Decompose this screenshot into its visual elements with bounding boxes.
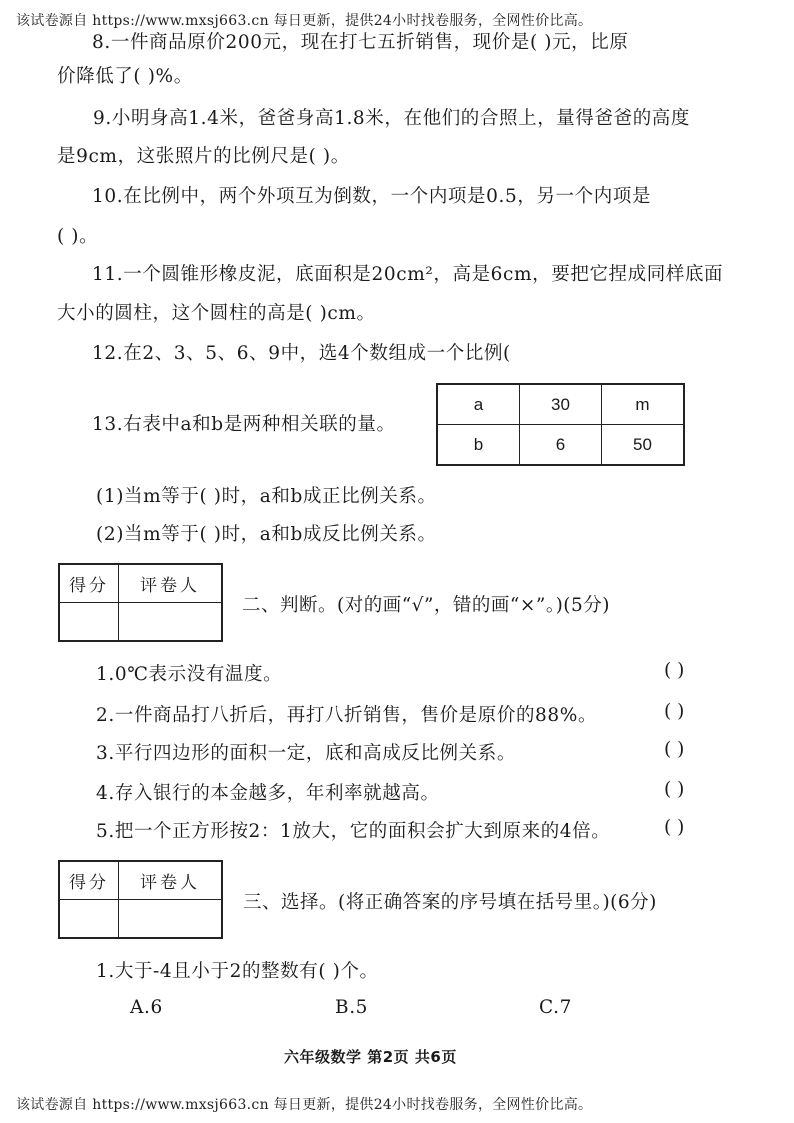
question-12: 12.在2、3、5、6、9中，选4个数组成一个比例( [92, 343, 511, 364]
question-9-line1: 9.小明身高1.4米，爸爸身高1.8米，在他们的合照上，量得爸爸的高度 [93, 108, 690, 129]
grader-field[interactable] [119, 900, 223, 939]
watermark-bottom: 该试卷源自 https://www.mxsj663.cn 每日更新，提供24小时找卷服务，全网性价比高。 [16, 1097, 593, 1113]
question-13-part2: (2)当m等于( )时，a和b成反比例关系。 [96, 524, 437, 545]
question-10-line1: 10.在比例中，两个外项互为倒数，一个内项是0.5，另一个内项是 [92, 186, 652, 207]
choice-question-1: 1.大于-4且小于2的整数有( )个。 [96, 961, 379, 982]
grader-label: 评卷人 [119, 861, 223, 900]
table-cell: a [437, 384, 520, 425]
score-field[interactable] [59, 603, 119, 642]
question-8-line2: 价降低了( )%。 [57, 66, 193, 87]
question-13: 13.右表中a和b是两种相关联的量。 [92, 414, 396, 435]
question-9-line2: 是9cm，这张照片的比例尺是( )。 [57, 146, 350, 167]
answer-paren[interactable]: ( ) [664, 739, 685, 760]
question-13-part1: (1)当m等于( )时，a和b成正比例关系。 [96, 486, 437, 507]
judgement-1: 1.0℃表示没有温度。 [96, 664, 283, 685]
score-field[interactable] [59, 900, 119, 939]
question-10-line2: ( )。 [57, 226, 99, 247]
table-cell: b [437, 425, 520, 466]
score-box [58, 563, 223, 642]
table-cell: m [602, 384, 685, 425]
question-11-line2: 大小的圆柱，这个圆柱的高是( )cm。 [57, 303, 376, 324]
page-footer: 六年级数学 第2页 共6页 [284, 1048, 457, 1066]
answer-paren[interactable]: ( ) [664, 701, 685, 722]
option-a[interactable]: A.6 [130, 997, 163, 1018]
score-label: 得分 [59, 564, 119, 603]
grader-label: 评卷人 [119, 564, 223, 603]
judgement-2: 2.一件商品打八折后，再打八折销售，售价是原价的88%。 [96, 705, 598, 726]
score-label: 得分 [59, 861, 119, 900]
answer-paren[interactable]: ( ) [664, 779, 685, 800]
table-cell: 50 [602, 425, 685, 466]
grader-field[interactable] [119, 603, 223, 642]
answer-paren[interactable]: ( ) [664, 660, 685, 681]
judgement-4: 4.存入银行的本金越多，年利率就越高。 [96, 783, 440, 804]
answer-paren[interactable]: ( ) [664, 817, 685, 838]
table-row [437, 384, 684, 425]
table-cell: 6 [520, 425, 602, 466]
table-cell: 30 [520, 384, 602, 425]
judgement-5: 5.把一个正方形按2：1放大，它的面积会扩大到原来的4倍。 [96, 821, 611, 842]
option-c[interactable]: C.7 [539, 997, 572, 1018]
question-11-line1: 11.一个圆锥形橡皮泥，底面积是20cm²，高是6cm，要把它捏成同样底面 [92, 264, 724, 285]
question-8-line1: 8.一件商品原价200元，现在打七五折销售，现价是( )元，比原 [92, 32, 629, 53]
table-row [437, 425, 684, 466]
ab-relation-table [436, 383, 685, 466]
section-3-title: 三、选择。(将正确答案的序号填在括号里。)(6分) [243, 892, 657, 913]
judgement-3: 3.平行四边形的面积一定，底和高成反比例关系。 [96, 743, 516, 764]
score-box [58, 860, 223, 939]
watermark-top: 该试卷源自 https://www.mxsj663.cn 每日更新，提供24小时找卷服务，全网性价比高。 [16, 13, 593, 29]
option-b[interactable]: B.5 [335, 997, 369, 1018]
section-2-title: 二、判断。(对的画“√”，错的画“×”。)(5分) [242, 595, 611, 616]
